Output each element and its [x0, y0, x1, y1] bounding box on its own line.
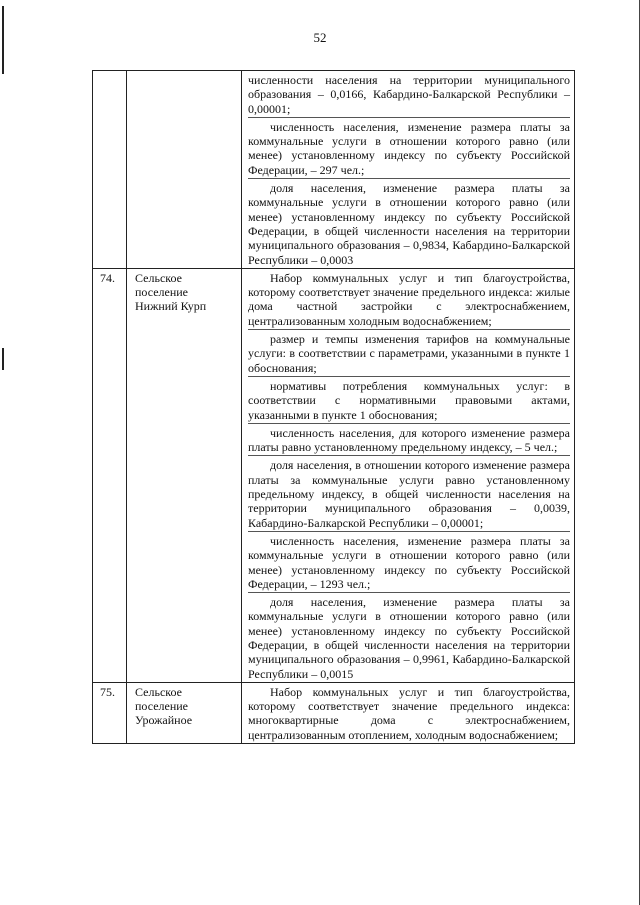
page-number: 52	[313, 30, 327, 45]
table-paragraph: доля населения, в отношении которого изменение размера платы за коммунальные услуги равно установленному предельному индексу, в общей численности населения на территории муниципального образования – 0,0039, Кабардино-Балкарской Республики – 0,00001;	[248, 456, 570, 531]
table-paragraph: численности населения на территории муниципального образования – 0,0166, Кабардино-Балкарской Республики – 0,00001;	[248, 71, 570, 118]
settlement-name: Сельское поселение Нижний Курп	[127, 268, 242, 682]
table-paragraph: численность населения, изменение размера платы за коммунальные услуги в отношении которого равно (или менее) установленному индексу по субъекту Российской Федерации, – 297 чел.;	[248, 118, 570, 179]
table-paragraph: численность населения, для которого изменение размера платы равно установленному предельному индексу, – 5 чел.;	[248, 424, 570, 457]
table-paragraph: размер и темпы изменения тарифов на коммунальные услуги: в соответствии с параметрами, указанными в пункте 1 обоснования;	[248, 330, 570, 377]
table-paragraph: доля населения, изменение размера платы за коммунальные услуги в отношении которого равно (или менее) установленному индексу по субъекту Российской Федерации, в общей численности населения на территории муниципального образования – 0,9834, Кабардино-Балкарской Республики – 0,0003	[248, 181, 570, 267]
left-margin-mark	[2, 348, 4, 370]
description-cell	[242, 682, 575, 743]
table-row-continuation	[93, 71, 575, 269]
table-paragraph: Набор коммунальных услуг и тип благоустройства, которому соответствует значение предельного индекса: многоквартирные дома с электроснабжением, централизованным отоплением, холодным водоснабжением;	[248, 684, 570, 742]
table-row	[93, 682, 575, 743]
description-cell	[242, 268, 575, 682]
description-cell	[242, 71, 575, 269]
row-number: 74.	[93, 268, 127, 682]
settlement-name-cell	[127, 71, 242, 269]
table-paragraph: численность населения, изменение размера платы за коммунальные услуги в отношении которого равно (или менее) установленному индексу по субъекту Российской Федерации, – 1293 чел.;	[248, 532, 570, 593]
table-paragraph: нормативы потребления коммунальных услуг: в соответствии с нормативными правовыми актами, указанными в пункте 1 обоснования;	[248, 377, 570, 424]
row-number: 75.	[93, 682, 127, 743]
table-paragraph: доля населения, изменение размера платы за коммунальные услуги в отношении которого равно (или менее) установленному индексу по субъекту Российской Федерации, в общей численности населения на территории муниципального образования – 0,9961, Кабардино-Балкарской Республики – 0,0015	[248, 595, 570, 681]
table-row	[93, 268, 575, 682]
left-margin-mark	[2, 6, 4, 74]
settlement-name: Сельское поселение Урожайное	[127, 682, 242, 743]
table-paragraph: Набор коммунальных услуг и тип благоустройства, которому соответствует значение предельного индекса: жилые дома частной застройки с электроснабжением, централизованным холодным водоснабжением;	[248, 269, 570, 330]
row-number-cell	[93, 71, 127, 269]
indices-table	[92, 70, 575, 744]
